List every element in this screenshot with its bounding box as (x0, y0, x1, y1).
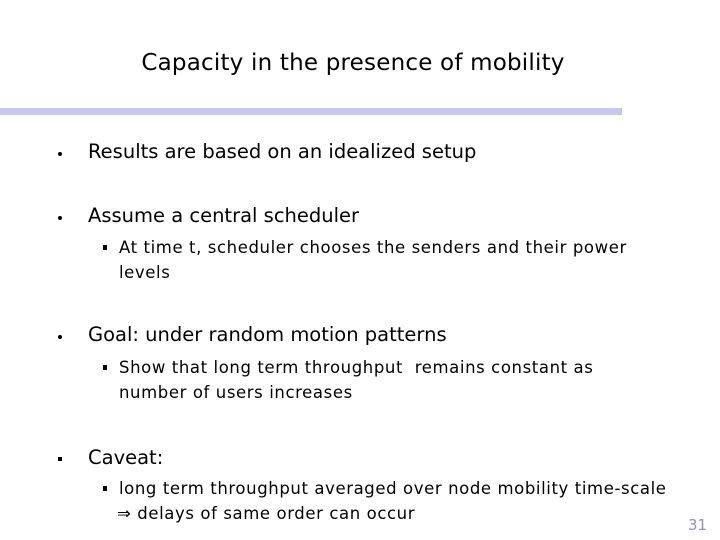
sub-bullet-item (119, 476, 667, 526)
sub-bullet-line: levels (119, 263, 171, 282)
bullet-text: Assume a central scheduler (88, 204, 360, 227)
bullet-text: Caveat: (88, 446, 164, 469)
sub-bullet-line: At time t, scheduler chooses the senders and their power (119, 238, 627, 257)
square-bullet-icon (58, 457, 62, 461)
round-bullet-icon (58, 335, 62, 339)
sub-bullet-line: Show that long term throughput remains constant as (119, 358, 594, 377)
title-underline (0, 108, 622, 115)
bullet-item-2 (88, 204, 359, 227)
bullet-item-4 (88, 446, 163, 469)
page-number: 31 (688, 516, 708, 534)
square-bullet-icon (103, 486, 107, 491)
bullet-text: Goal: under random motion patterns (88, 323, 447, 346)
sub-bullet-line: ⇒ delays of same order can occur (117, 504, 416, 523)
square-bullet-icon (103, 245, 107, 250)
bullet-item-3 (88, 323, 447, 346)
sub-bullet-line: long term throughput averaged over node mobility time-scale (119, 479, 667, 498)
square-bullet-icon (103, 365, 107, 370)
round-bullet-icon (58, 152, 62, 156)
bullet-text: Results are based on an idealized setup (88, 140, 477, 163)
sub-bullet-item (119, 235, 627, 285)
sub-bullet-item (119, 355, 593, 405)
sub-bullet-line: number of users increases (119, 383, 353, 402)
round-bullet-icon (58, 216, 62, 220)
bullet-item-1 (88, 140, 476, 163)
slide-title: Capacity in the presence of mobility (141, 50, 565, 76)
